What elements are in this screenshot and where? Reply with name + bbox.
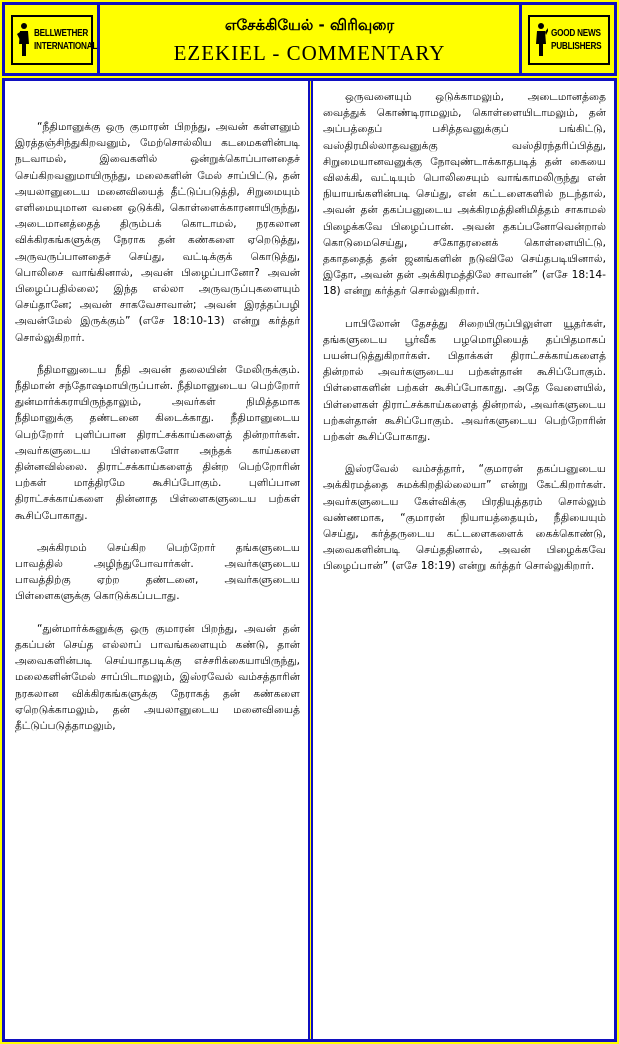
good-news-logo-frame <box>528 15 610 65</box>
paragraph: அக்கிரமம் செய்கிற பெற்றோர் தங்களுடைய பாவத்தில் அழிந்துபோவார்கள். அவர்களுடைய பாவத்திற்கு ஏற்ற தண்டனை, அவர்களுடைய பிள்ளைகளுக்கு கொடுக்கப்படாது. <box>15 541 300 603</box>
bellwether-logo-frame <box>11 15 98 65</box>
paragraph: “நீதிமானுக்கு ஒரு குமாரன் பிறந்து, அவன் கள்ளனும் இரத்தஞ்சிந்துகிறவனும், மேற்சொல்லிய கடமைகளின்படி நடவாமல், இவைகளில் ஒன்றுக்கொப்பானதைச் செய்கிறவனுமாயிருந்து, மலைகளின் மேல் சாப்பிட்டு, தன் அயலானுடைய மனைவியைத் தீட்டுப்படுத்தி, சிறுமையும் எளிமையுமான வனை ஒடுக்கி, கொள்ளைக்காரனாயிருந்து, அடைமானத்தைத் திரும்பக் கொடாமல், நரகலான விக்கிரகங்களுக்கு நேராக தன் கண்களை ஏறெடுத்து, அருவருப்பானதைச் செய்து, வட்டிக்குக் கொடுத்து, பொலிசை வாங்கினால், அவன் பிழைப்பானோ? அவன் பிழைப்பதில்லை; இந்த எல்லா அருவருப்புகளையும் செய்தானே; அவன் சாகவேசாவான்; அவன் இரத்தப்பழி அவன்மேல் இருக்கும்” (எசே 18:10-13) என்று கர்த்தர் சொல்லுகிறார். <box>15 121 300 344</box>
right-column <box>313 81 614 1039</box>
page-title-english: EZEKIEL - COMMENTARY <box>173 41 446 65</box>
paragraph: இஸ்ரவேல் வம்சத்தார், “குமாரன் தகப்பனுடைய அக்கிரமத்தை சுமக்கிறதில்லையா” என்று கேட்கிறார்கள். அவர்களுடைய கேள்விக்கு பிரதியுத்தரம் சொல்லும் வண்ணமாக, “குமாரன் நியாயத்தையும், நீதியையும் செய்து, கர்த்தருடைய கட்டளைகளைக் கைக்கொண்டு, அவைகளின்படி செய்ததினால், அவன் பிழைக்கவே பிழைப்பான்” (எசே 18:19) என்று கர்த்தர் சொல்லுகிறார். <box>323 463 606 573</box>
bellwether-logo-line1: BELLWETHER <box>34 28 89 39</box>
paragraph: நீதிமானுடைய நீதி அவன் தலையின் மேலிருக்கும். நீதிமான் சந்தோஷமாயிருப்பான். நீதிமானுடைய பெற்றோர் துன்மார்க்கராயிருந்தாலும், அவர்கள் நிமித்தமாக நீதிமானுக்கு தண்டனை கிடைக்காது. நீதிமானுடைய பெற்றோர் புளிப்பான திராட்சக்காய்களைத் தின்றார்கள். அவர்களுடைய பிள்ளைகளோ அந்தக் காய்களை தின்னவில்லை. திராட்சக்காய்களைத் தின்ற பெற்றோரின் பற்கள் மாத்திரமே கூசிப்போகும். புளிப்பான திராட்சக்காய்களை தின்னாத பிள்ளைகளுடைய பற்கள் கூசிப்போகாது. <box>15 363 300 522</box>
page-title-block <box>100 5 519 73</box>
commentary-body <box>2 78 617 1042</box>
page-title-tamil: எசேக்கியேல் - விரிவுரை <box>224 16 395 34</box>
good-news-logo <box>519 5 614 73</box>
bellwether-figure-icon <box>17 22 31 58</box>
page-header <box>2 2 617 76</box>
left-column <box>5 81 308 1039</box>
good-news-logo-line1: GOOD NEWS <box>551 28 601 39</box>
bellwether-logo-line2: INTERNATIONAL <box>34 41 98 52</box>
bellwether-logo-text <box>34 27 97 53</box>
left-column-text <box>5 81 308 734</box>
right-column-text <box>313 81 614 575</box>
good-news-figure-icon <box>534 22 548 58</box>
good-news-logo-line2: PUBLISHERS <box>551 41 602 52</box>
bellwether-logo <box>5 5 100 73</box>
paragraph: “துன்மார்க்கனுக்கு ஒரு குமாரன் பிறந்து, அவன் தன் தகப்பன் செய்த எல்லாப் பாவங்களையும் கண்டு, தான் அவைகளின்படி செய்யாதபடிக்கு எச்சரிக்கையாயிருந்து, மலைகளின்மேல் சாப்பிடாமலும், இஸ்ரவேல் வம்சத்தாரின் நரகலான விக்கிரகங்களுக்கு நேராகத் தன் கண்களை ஏறெடுக்காமலும், தன் அயலானுடைய மனைவியைத் தீட்டுப்படுத்தாமலும், <box>15 622 300 732</box>
paragraph: ஒருவனையும் ஒடுக்காமலும், அடைமானத்தை வைத்துக் கொண்டிராமலும், கொள்ளையிடாமலும், தன் அப்பத்தைப் பசித்தவனுக்குப் பங்கிட்டு, வஸ்திரமில்லாதவனுக்கு வஸ்திரந்தரிப்பித்து, சிறுமையானவனுக்கு நோவுண்டாக்காதபடித் தன் கையை விலக்கி, வட்டியும் பொலிசையும் வாங்காமலிருந்து என் நியாயங்களின்படி செய்து, என் கட்டளைகளில் நடந்தால், அவன் தன் தகப்பனுடைய அக்கிரமத்தினிமித்தம் சாகாமல் பிழைக்கவே பிழைப்பான். அவன் தகப்பனோவென்றால் கொடுமைசெய்து, சகோதரனைக் கொள்ளையிட்டு, தகாததைத் தன் ஜனங்களின் நடுவிலே செய்தபடியினால், இதோ, அவன் தன் அக்கிரமத்திலே சாவான்” (எசே 18:14-18) என்று கர்த்தர் சொல்லுகிறார். <box>323 91 606 298</box>
good-news-logo-text <box>551 27 601 53</box>
paragraph: பாபிலோன் தேசத்து சிறையிருப்பிலுள்ள யூதர்கள், தங்களுடைய பூர்வீக பழமொழியைத் தப்பிதமாகப் பயன்படுத்துகிறார்கள். பிதாக்கள் திராட்சக்காய்களைத் தின்றால் அவர்களுடைய பற்கள்தான் கூசிப்போகும். பிள்ளைகளின் பற்கள் கூசிப்போகாது. அதே வேளையில், பிள்ளைகள் திராட்சக்காய்களைத் தின்றால், அவர்களுடைய பற்கள்தான் கூசிப்போகும். அவர்களுடைய பெற்றோரின் பற்கள் கூசிப்போகாது. <box>323 317 606 444</box>
